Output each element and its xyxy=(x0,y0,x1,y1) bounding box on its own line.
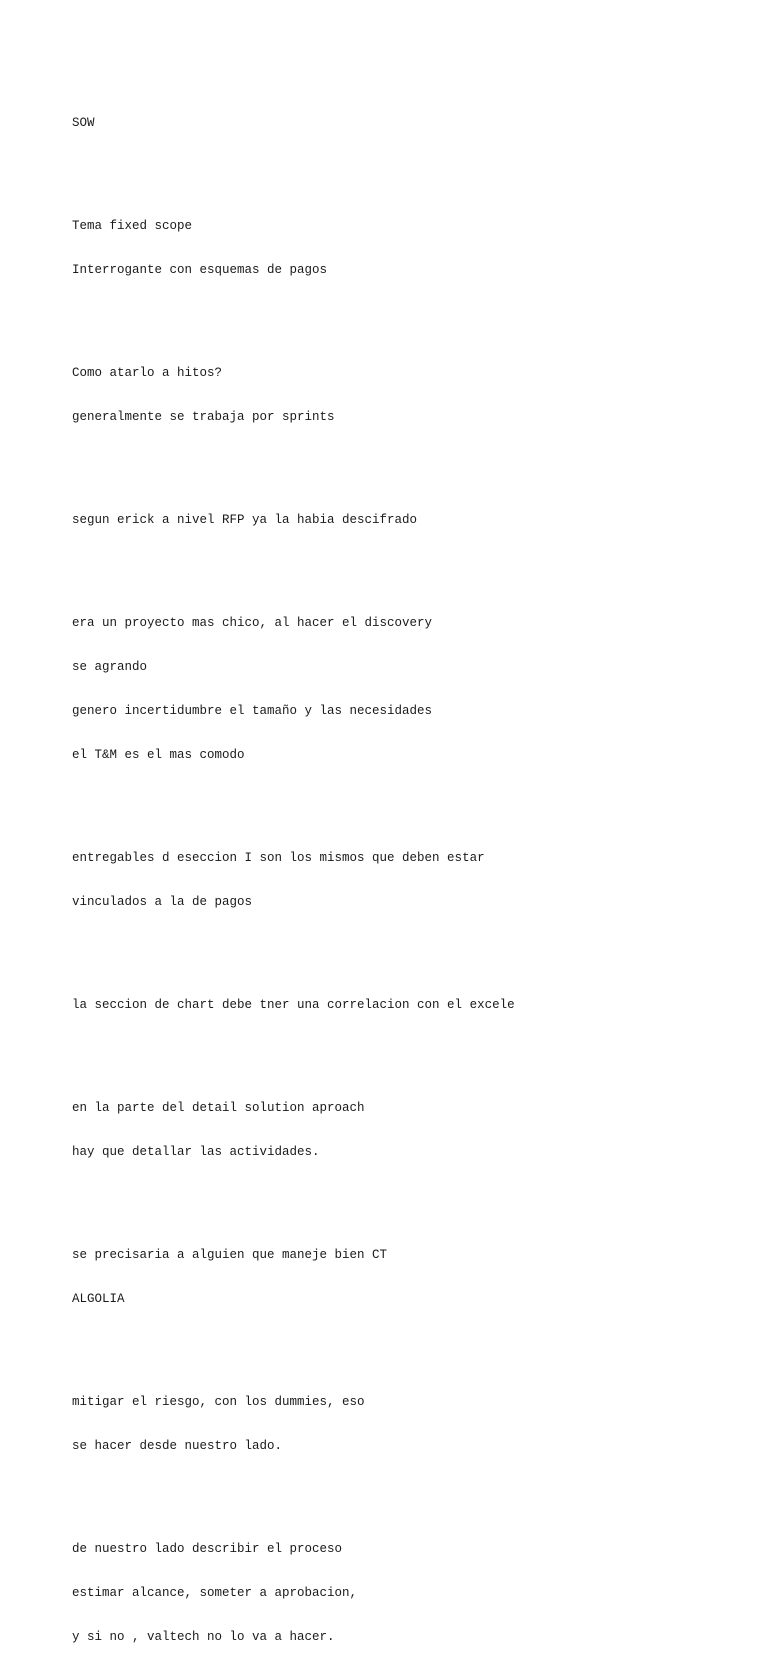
text-line: estimar alcance, someter a aprobacion, xyxy=(72,1585,358,1600)
text-line: entregables d eseccion I son los mismos que deben estar xyxy=(72,851,485,866)
text-line: Interrogante con esquemas de pagos xyxy=(72,263,328,278)
text-line: la seccion de chart debe tner una correlacion con el excele xyxy=(72,998,515,1013)
text-line: y si no , valtech no lo va a hacer. xyxy=(72,1630,335,1645)
text-line: mitigar el riesgo, con los dummies, eso xyxy=(72,1394,365,1409)
text-line: de nuestro lado describir el proceso xyxy=(72,1541,343,1556)
text-line: el T&M es el mas comodo xyxy=(72,748,245,763)
paragraph-gap xyxy=(72,454,732,469)
paragraph-gap xyxy=(72,939,732,954)
text-line: generalmente se trabaja por sprints xyxy=(72,410,335,425)
text-line: ALGOLIA xyxy=(72,1291,125,1306)
text-line: segun erick a nivel RFP ya la habia descifrado xyxy=(72,512,418,527)
text-line: vinculados a la de pagos xyxy=(72,895,253,910)
paragraph-gap xyxy=(72,307,732,322)
document-body xyxy=(72,72,732,1674)
document-title-line: SOW xyxy=(72,116,95,131)
paragraph-gap xyxy=(72,1483,732,1498)
paragraph-gap xyxy=(72,792,732,807)
paragraph-gap xyxy=(72,1189,732,1204)
text-line: se agrando xyxy=(72,659,148,674)
text-line: Tema fixed scope xyxy=(72,219,193,233)
paragraph-gap xyxy=(72,160,732,175)
text-line: se hacer desde nuestro lado. xyxy=(72,1438,283,1453)
text-line: se precisaria a alguien que maneje bien CT xyxy=(72,1247,388,1262)
paragraph-gap xyxy=(72,557,732,572)
text-line: genero incertidumbre el tamaño y las necesidades xyxy=(72,704,433,719)
paragraph-gap xyxy=(72,1336,732,1351)
text-line: era un proyecto mas chico, al hacer el discovery xyxy=(72,615,433,630)
text-line: hay que detallar las actividades. xyxy=(72,1145,320,1159)
text-line: en la parte del detail solution aproach xyxy=(72,1100,365,1115)
text-line: Como atarlo a hitos? xyxy=(72,365,223,380)
paragraph-gap xyxy=(72,1042,732,1057)
